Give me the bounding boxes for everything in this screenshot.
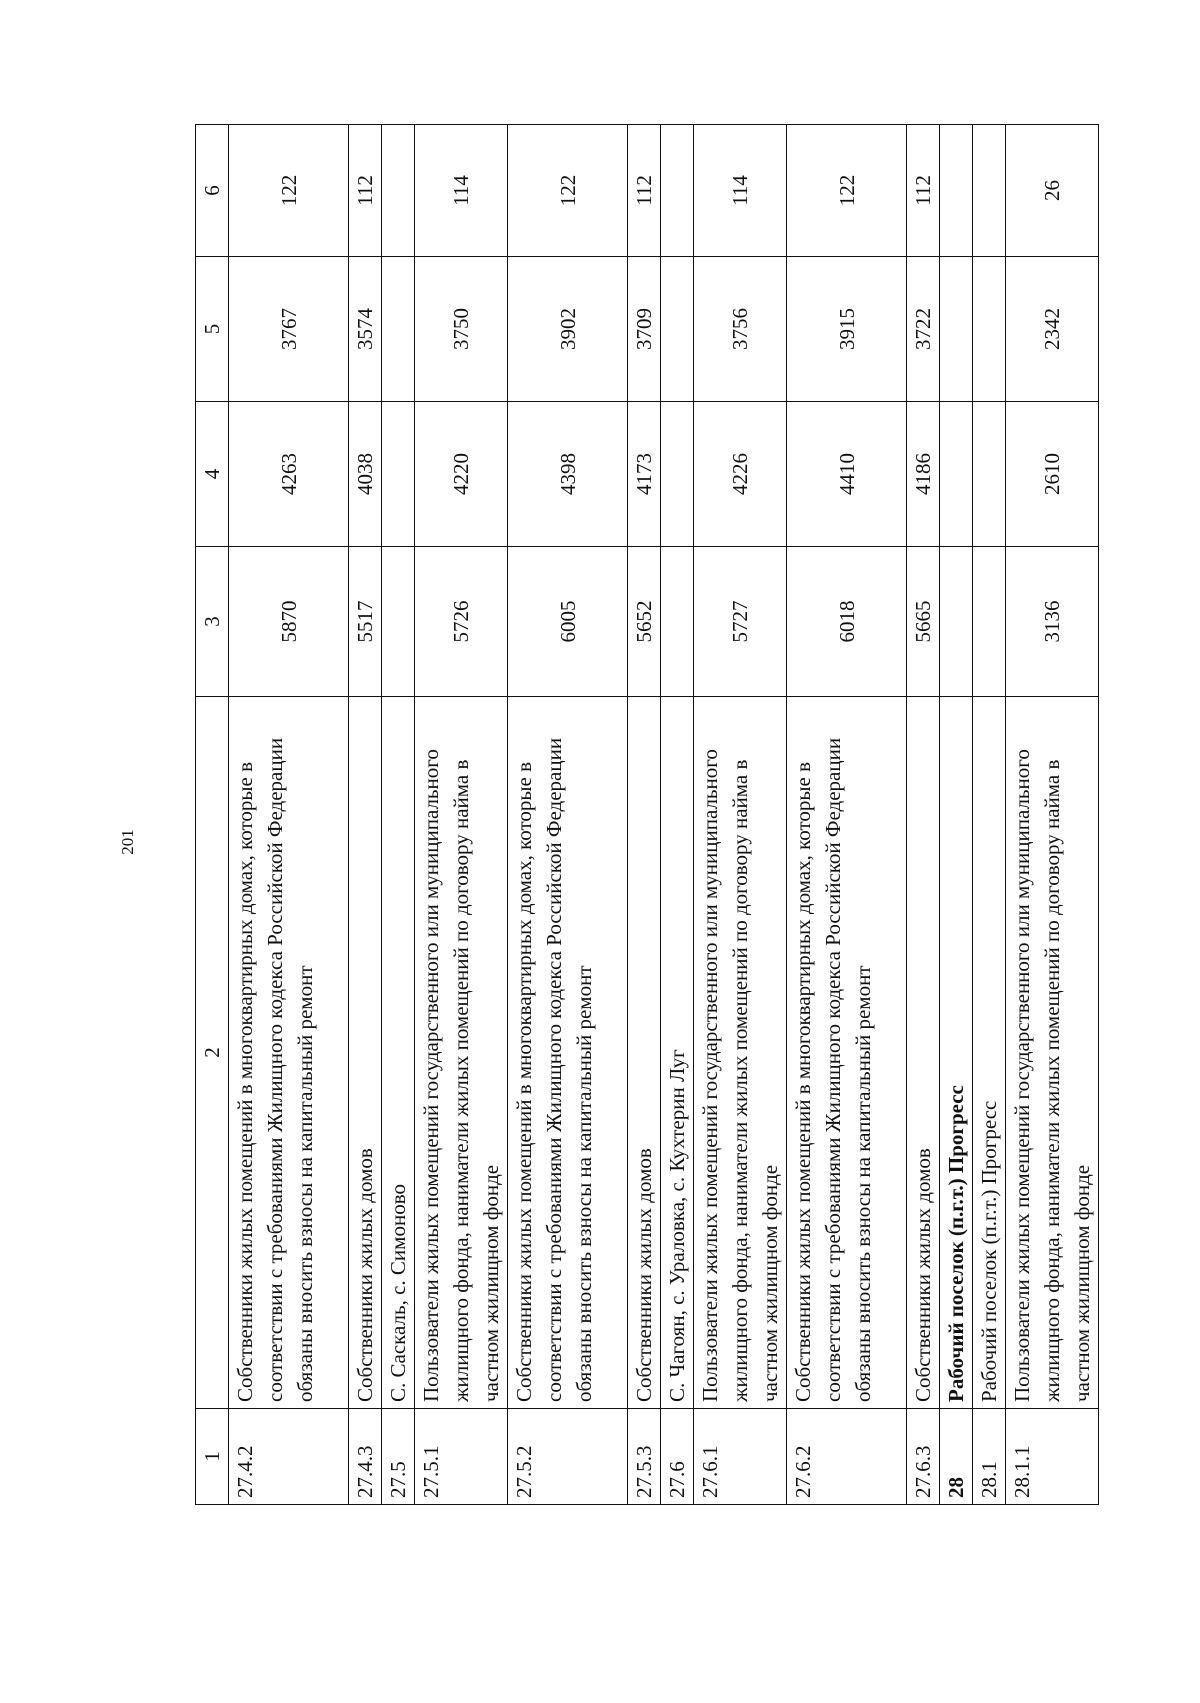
row-col-5 — [973, 257, 1006, 402]
table-row — [787, 125, 907, 1505]
row-code: 27.6.1 — [694, 1409, 787, 1505]
row-col-3: 5652 — [628, 547, 661, 697]
row-code: 28.1 — [973, 1409, 1006, 1505]
header-col-5: 5 — [196, 257, 229, 402]
row-col-4: 4173 — [628, 402, 661, 547]
row-col-5: 3709 — [628, 257, 661, 402]
header-col-2: 2 — [196, 697, 229, 1409]
row-col-6: 122 — [229, 125, 349, 257]
row-name: Пользователи жилых помещений государственного или муниципального жилищного фонда, наниматели жилых помещений по договору найма в частном жилищном фонде — [1006, 697, 1099, 1409]
row-col-5: 2342 — [1006, 257, 1099, 402]
row-col-4: 4038 — [349, 402, 382, 547]
row-code: 27.6 — [661, 1409, 694, 1505]
row-col-4: 2610 — [1006, 402, 1099, 547]
table-row — [973, 125, 1006, 1505]
table-row — [907, 125, 940, 1505]
table-row — [415, 125, 508, 1505]
row-col-6: 122 — [508, 125, 628, 257]
row-code: 27.5.3 — [628, 1409, 661, 1505]
row-name: Собственники жилых домов — [628, 697, 661, 1409]
row-col-3: 5727 — [694, 547, 787, 697]
header-col-1: 1 — [196, 1409, 229, 1505]
row-col-5: 3750 — [415, 257, 508, 402]
row-code: 27.4.3 — [349, 1409, 382, 1505]
table-header-row — [196, 125, 229, 1505]
table-row — [940, 125, 973, 1505]
row-code: 27.5.2 — [508, 1409, 628, 1505]
row-code: 27.5.1 — [415, 1409, 508, 1505]
row-col-3: 5665 — [907, 547, 940, 697]
row-col-4: 4410 — [787, 402, 907, 547]
table-row — [694, 125, 787, 1505]
rotated-table-frame — [195, 125, 1094, 1505]
row-code: 28.1.1 — [1006, 1409, 1099, 1505]
row-name: Рабочий поселок (п.г.т.) Прогресс — [973, 697, 1006, 1409]
row-col-5 — [940, 257, 973, 402]
row-col-6: 112 — [628, 125, 661, 257]
row-name: Пользователи жилых помещений государственного или муниципального жилищного фонда, наниматели жилых помещений по договору найма в частном жилищном фонде — [694, 697, 787, 1409]
row-name: Собственники жилых домов — [349, 697, 382, 1409]
row-code: 27.6.2 — [787, 1409, 907, 1505]
row-col-6: 26 — [1006, 125, 1099, 257]
table-row — [1006, 125, 1099, 1505]
row-col-4 — [382, 402, 415, 547]
row-col-3 — [382, 547, 415, 697]
row-name: Рабочий поселок (п.г.т.) Прогресс — [940, 697, 973, 1409]
row-col-4: 4220 — [415, 402, 508, 547]
row-col-6: 114 — [415, 125, 508, 257]
table-row — [382, 125, 415, 1505]
row-col-3: 6018 — [787, 547, 907, 697]
table-row — [661, 125, 694, 1505]
row-name: Пользователи жилых помещений государственного или муниципального жилищного фонда, наниматели жилых помещений по договору найма в частном жилищном фонде — [415, 697, 508, 1409]
row-code: 27.4.2 — [229, 1409, 349, 1505]
row-col-3: 5726 — [415, 547, 508, 697]
row-col-6 — [382, 125, 415, 257]
row-name: С. Чагоян, с. Ураловка, с. Кухтерин Луг — [661, 697, 694, 1409]
row-col-4: 4186 — [907, 402, 940, 547]
header-col-3: 3 — [196, 547, 229, 697]
row-col-5: 3915 — [787, 257, 907, 402]
row-col-4 — [973, 402, 1006, 547]
row-col-3: 5517 — [349, 547, 382, 697]
row-col-3: 3136 — [1006, 547, 1099, 697]
row-col-6 — [940, 125, 973, 257]
row-col-4: 4398 — [508, 402, 628, 547]
header-col-4: 4 — [196, 402, 229, 547]
table-row — [229, 125, 349, 1505]
row-col-5: 3722 — [907, 257, 940, 402]
row-name: Собственники жилых помещений в многоквартирных домах, которые в соответствии с требованиями Жилищного кодекса Российской Федерации обязаны вносить взносы на капитальный ремонт — [508, 697, 628, 1409]
row-col-5: 3574 — [349, 257, 382, 402]
row-col-3 — [973, 547, 1006, 697]
row-col-4 — [940, 402, 973, 547]
tariff-table-container — [195, 125, 1094, 1505]
tariff-table — [195, 124, 1099, 1505]
row-col-4: 4226 — [694, 402, 787, 547]
row-col-6: 112 — [907, 125, 940, 257]
row-col-4: 4263 — [229, 402, 349, 547]
page-number: 201 — [118, 829, 137, 855]
row-col-3: 5870 — [229, 547, 349, 697]
row-col-5 — [382, 257, 415, 402]
row-col-6: 122 — [787, 125, 907, 257]
row-code: 27.5 — [382, 1409, 415, 1505]
header-col-6: 6 — [196, 125, 229, 257]
row-code: 28 — [940, 1409, 973, 1505]
row-col-6 — [661, 125, 694, 257]
row-col-6: 114 — [694, 125, 787, 257]
row-code: 27.6.3 — [907, 1409, 940, 1505]
row-col-6: 112 — [349, 125, 382, 257]
row-col-6 — [973, 125, 1006, 257]
table-row — [628, 125, 661, 1505]
row-col-5: 3756 — [694, 257, 787, 402]
row-col-4 — [661, 402, 694, 547]
table-row — [508, 125, 628, 1505]
row-col-3: 6005 — [508, 547, 628, 697]
table-row — [349, 125, 382, 1505]
row-col-3 — [661, 547, 694, 697]
row-name: Собственники жилых помещений в многоквартирных домах, которые в соответствии с требованиями Жилищного кодекса Российской Федерации обязаны вносить взносы на капитальный ремонт — [229, 697, 349, 1409]
row-name: Собственники жилых помещений в многоквартирных домах, которые в соответствии с требованиями Жилищного кодекса Российской Федерации обязаны вносить взносы на капитальный ремонт — [787, 697, 907, 1409]
row-col-5 — [661, 257, 694, 402]
row-col-5: 3902 — [508, 257, 628, 402]
row-name: С. Саскаль, с. Симоново — [382, 697, 415, 1409]
row-col-5: 3767 — [229, 257, 349, 402]
row-col-3 — [940, 547, 973, 697]
row-name: Собственники жилых домов — [907, 697, 940, 1409]
